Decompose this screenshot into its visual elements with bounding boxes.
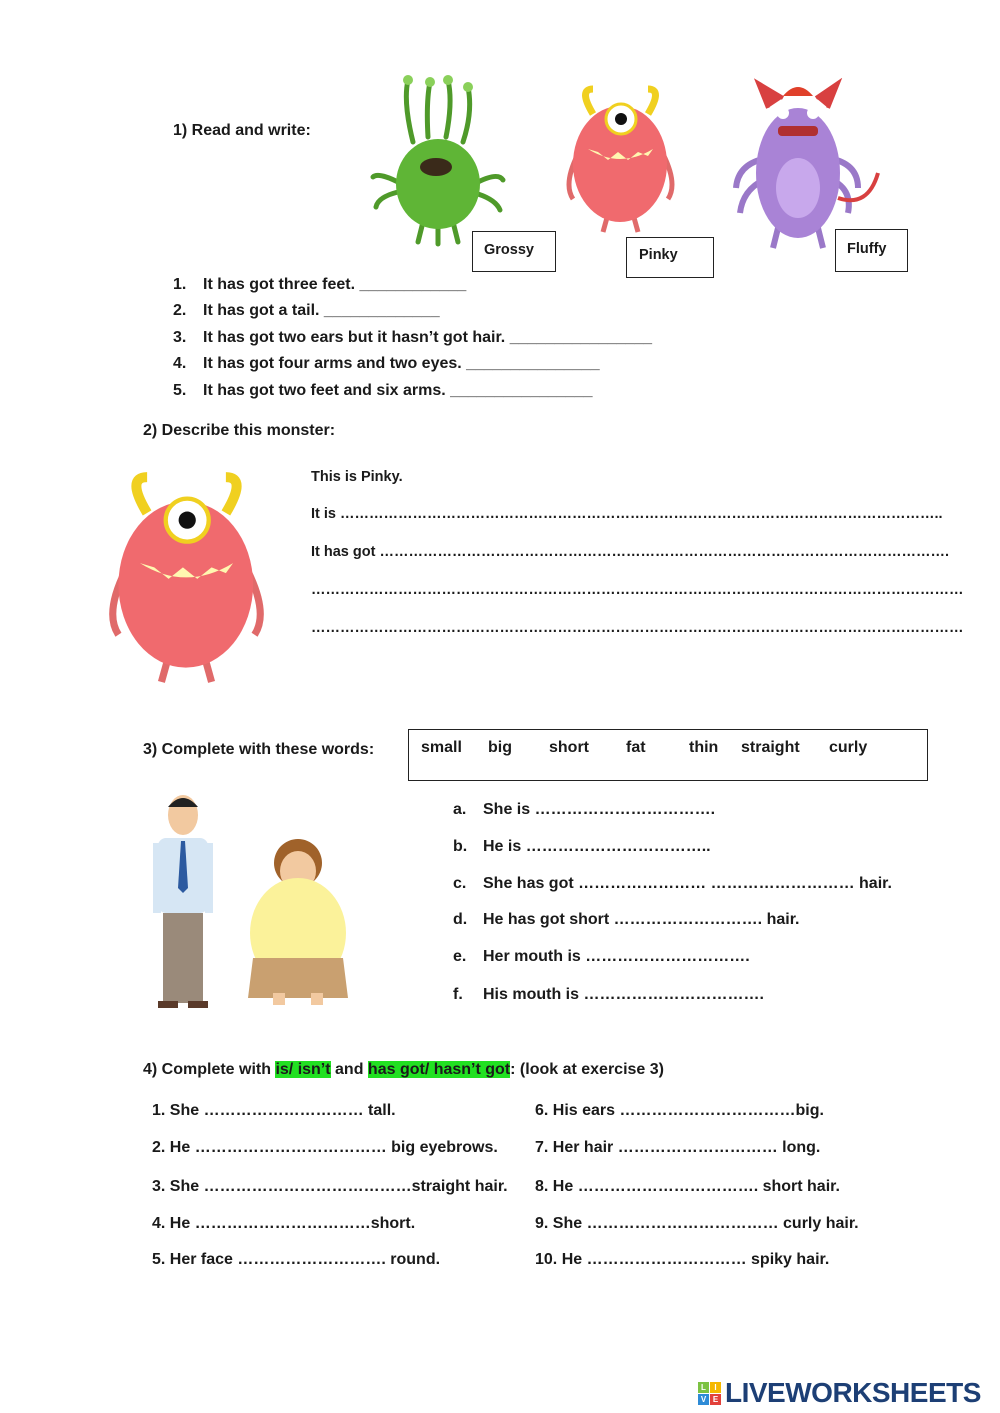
list-item[interactable]: His mouth is ……………………………. [483,986,764,1003]
list-item[interactable]: He has got short ………………………. hair. [483,911,800,928]
list-item[interactable]: 4. He ……………………………short. [152,1215,416,1232]
pinky-monster-image [563,84,678,239]
heading-text: : (look at exercise 3) [510,1061,664,1078]
name-label: Pinky [639,247,678,263]
ex2-line[interactable]: ……………………………………………………………………………………………………………………… [311,620,964,636]
item-letter: a. [453,801,467,818]
man-and-woman-image [148,793,353,1013]
list-item[interactable]: 2. He ……………………………… big eyebrows. [152,1139,498,1156]
word-bank-item: big [488,739,512,756]
fluffy-monster-image [728,78,893,253]
word-bank-item: short [549,739,589,756]
word-bank-item: curly [829,739,868,756]
ex2-line: This is Pinky. [311,469,403,485]
list-item[interactable]: 5. Her face ………………………. round. [152,1251,441,1268]
list-item[interactable]: 3. She …………………………………straight hair. [152,1178,508,1195]
heading-text: and [330,1061,368,1078]
item-letter: c. [453,875,467,892]
grossy-monster-image [368,72,508,247]
list-item[interactable]: 1. She ………………………… tall. [152,1102,396,1119]
list-item[interactable]: It has got four arms and two eyes. _______________ [203,355,600,372]
list-item[interactable]: 10. He ………………………… spiky hair. [535,1251,830,1268]
name-box-grossy [472,231,556,272]
pinky-large-image [104,470,269,692]
word-bank-item: straight [741,739,800,756]
ex2-line[interactable]: It has got ………………………………………………………………………………………………………. [311,544,949,560]
highlight-has-got: has got/ hasn’t got [367,1061,511,1078]
item-number: 3. [173,329,187,346]
list-item[interactable]: It has got two feet and six arms. ________________ [203,382,593,399]
logo-text: LIVEWORKSHEETS [725,1377,981,1408]
ex2-heading: 2) Describe this monster: [143,422,336,439]
list-item[interactable]: She is ……………………………. [483,801,716,818]
list-item[interactable]: It has got a tail. _____________ [203,302,440,319]
list-item[interactable]: She has got …………………… ……………………… hair. [483,875,892,892]
item-number: 1. [173,276,187,293]
item-letter: d. [453,911,468,928]
name-box-fluffy [835,229,908,272]
list-item[interactable]: 9. She ……………………………… curly hair. [535,1215,859,1232]
item-letter: f. [453,986,463,1003]
ex2-line[interactable]: ……………………………………………………………………………………………………………………… [311,582,964,598]
ex2-line[interactable]: It is …………………………………………………………………………………………………………….. [311,506,943,522]
item-number: 5. [173,382,187,399]
word-bank-item: small [421,739,462,756]
ex4-heading [143,1060,664,1080]
item-letter: e. [453,948,467,965]
item-number: 2. [173,302,187,319]
highlight-is-isnt: is/ isn’t [275,1061,331,1078]
list-item[interactable]: It has got two ears but it hasn’t got hair. ________________ [203,329,653,346]
liveworksheets-logo [698,1378,981,1408]
logo-cube: V [698,1394,709,1405]
ex3-heading: 3) Complete with these words: [143,741,375,758]
item-number: 4. [173,355,187,372]
ex1-heading: 1) Read and write: [173,122,311,139]
word-bank-item: thin [689,739,719,756]
list-item[interactable]: 8. He ……………………………. short hair. [535,1178,840,1195]
item-letter: b. [453,838,468,855]
word-bank-item: fat [626,739,646,756]
list-item[interactable]: 6. His ears ……………………………big. [535,1102,824,1119]
logo-cube: E [710,1394,721,1405]
logo-cube: L [698,1382,709,1393]
name-label: Fluffy [847,241,887,257]
logo-cubes-icon [698,1382,721,1405]
list-item[interactable]: He is …………………………….. [483,838,711,855]
heading-text: 4) Complete with [143,1061,276,1078]
list-item[interactable]: 7. Her hair ………………………… long. [535,1139,821,1156]
name-label: Grossy [484,242,534,258]
name-box-pinky [626,237,714,278]
list-item[interactable]: Her mouth is …………………………. [483,948,750,965]
logo-cube: I [710,1382,721,1393]
list-item[interactable]: It has got three feet. ____________ [203,276,467,293]
